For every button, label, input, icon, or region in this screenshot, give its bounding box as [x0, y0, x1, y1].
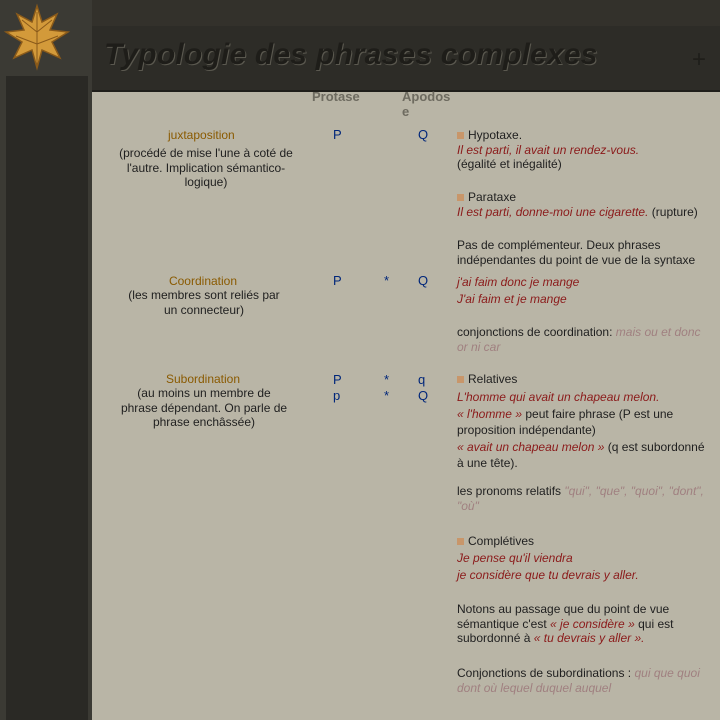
- bullet-icon: [457, 132, 464, 139]
- subord-star-col: [384, 372, 389, 404]
- subord-p-col: [333, 372, 342, 404]
- coord-conjunctions: [457, 325, 713, 354]
- comp-note-quote1: « je considère »: [550, 616, 635, 631]
- subord-star1: *: [384, 372, 390, 387]
- autumn-leaf-icon: [2, 2, 72, 72]
- relatives-note1-quote: « l'homme »: [457, 407, 522, 421]
- juxtaposition-desc: (procédé de mise l'une à coté de l'autre. Implication sémantico-logique): [119, 146, 293, 189]
- subordination-label: Subordination: [165, 372, 241, 386]
- relatives-note2-text: (q est subordonné à une tête).: [457, 440, 705, 470]
- subordination-conjunctions: [457, 666, 711, 695]
- relatives-note2-quote: « avait un chapeau melon »: [457, 440, 605, 454]
- subord-p1: P: [333, 372, 342, 387]
- bullet-icon: [457, 376, 464, 383]
- parataxe-title: Parataxe: [468, 190, 517, 204]
- relatives-title: Relatives: [468, 372, 518, 386]
- coord-q: Q: [418, 273, 429, 288]
- coord-example-1: j'ai faim donc je mange: [457, 275, 580, 289]
- hypotaxe-example: Il est parti, il avait un rendez-vous.: [457, 142, 640, 157]
- completives-example-2: je considère que tu devrais y aller.: [457, 568, 639, 582]
- subord-q-col: [418, 372, 428, 404]
- pronouns-list: "qui", "que", "quoi", "dont", "où": [457, 484, 704, 513]
- subord-conj-list: qui que quoi dont où lequel duquel auquel: [457, 666, 700, 695]
- juxta-p: P: [333, 127, 342, 142]
- subordination-desc: (au moins un membre de phrase dépendant. On parle de phrase enchâssée): [120, 386, 288, 429]
- juxta-q: Q: [418, 127, 429, 142]
- subord-p2: p: [333, 388, 341, 403]
- parataxe-block: [457, 190, 713, 219]
- subord-q1: q: [418, 372, 426, 387]
- coord-star: *: [384, 273, 390, 288]
- juxta-note: Pas de complémenteur. Deux phrases indépendantes du point de vue de la syntaxe: [457, 238, 696, 267]
- completives-title: Complétives: [468, 534, 535, 548]
- coord-examples: [457, 274, 713, 308]
- hypotaxe-title: Hypotaxe.: [468, 128, 523, 142]
- hypotaxe-note: (égalité et inégalité): [457, 157, 562, 171]
- header-apodose: Apodos e: [402, 89, 451, 119]
- completives-note: [457, 602, 711, 646]
- juxtaposition-label: juxtaposition: [168, 128, 235, 142]
- left-stripe: [0, 0, 92, 720]
- bullet-icon: [457, 194, 464, 201]
- hypotaxe-block: [457, 128, 713, 172]
- coordination-label: Coordination: [168, 274, 238, 288]
- comp-note-a: Notons au passage que du point de vue sémantique c'est: [457, 602, 670, 631]
- parataxe-example: Il est parti, donne-moi une cigarette.: [457, 204, 649, 219]
- coordination-desc: (les membres sont reliés par un connecteur): [128, 288, 280, 317]
- completives-block: [457, 533, 711, 584]
- subord-star2: *: [384, 388, 390, 403]
- coord-conj-list: mais ou et donc or ni car: [457, 325, 701, 354]
- pronouns-label: les pronoms relatifs: [457, 484, 562, 498]
- coord-example-2: J'ai faim et je mange: [457, 292, 567, 306]
- plus-icon: +: [692, 46, 707, 73]
- relatives-block: [457, 372, 711, 471]
- page-title: Typologie des phrases complexes: [104, 38, 598, 71]
- comp-note-quote2: « tu devrais y aller ».: [533, 631, 645, 645]
- bullet-icon: [457, 538, 464, 545]
- header-protase: Protase: [312, 89, 360, 104]
- coord-conj-label: conjonctions de coordination:: [457, 325, 613, 339]
- relative-pronouns: [457, 484, 711, 513]
- comp-note-b: qui est subordonné à: [457, 616, 674, 645]
- completives-example-1: Je pense qu'il viendra: [457, 551, 573, 565]
- relatives-example: L'homme qui avait un chapeau melon.: [457, 389, 660, 404]
- parataxe-note: (rupture): [651, 204, 698, 219]
- relatives-note1-text: peut faire phrase (P est une proposition indépendante): [457, 407, 674, 437]
- subord-q2: Q: [418, 388, 429, 403]
- coord-p: P: [333, 273, 342, 288]
- subord-conj-label: Conjonctions de subordinations :: [457, 666, 632, 680]
